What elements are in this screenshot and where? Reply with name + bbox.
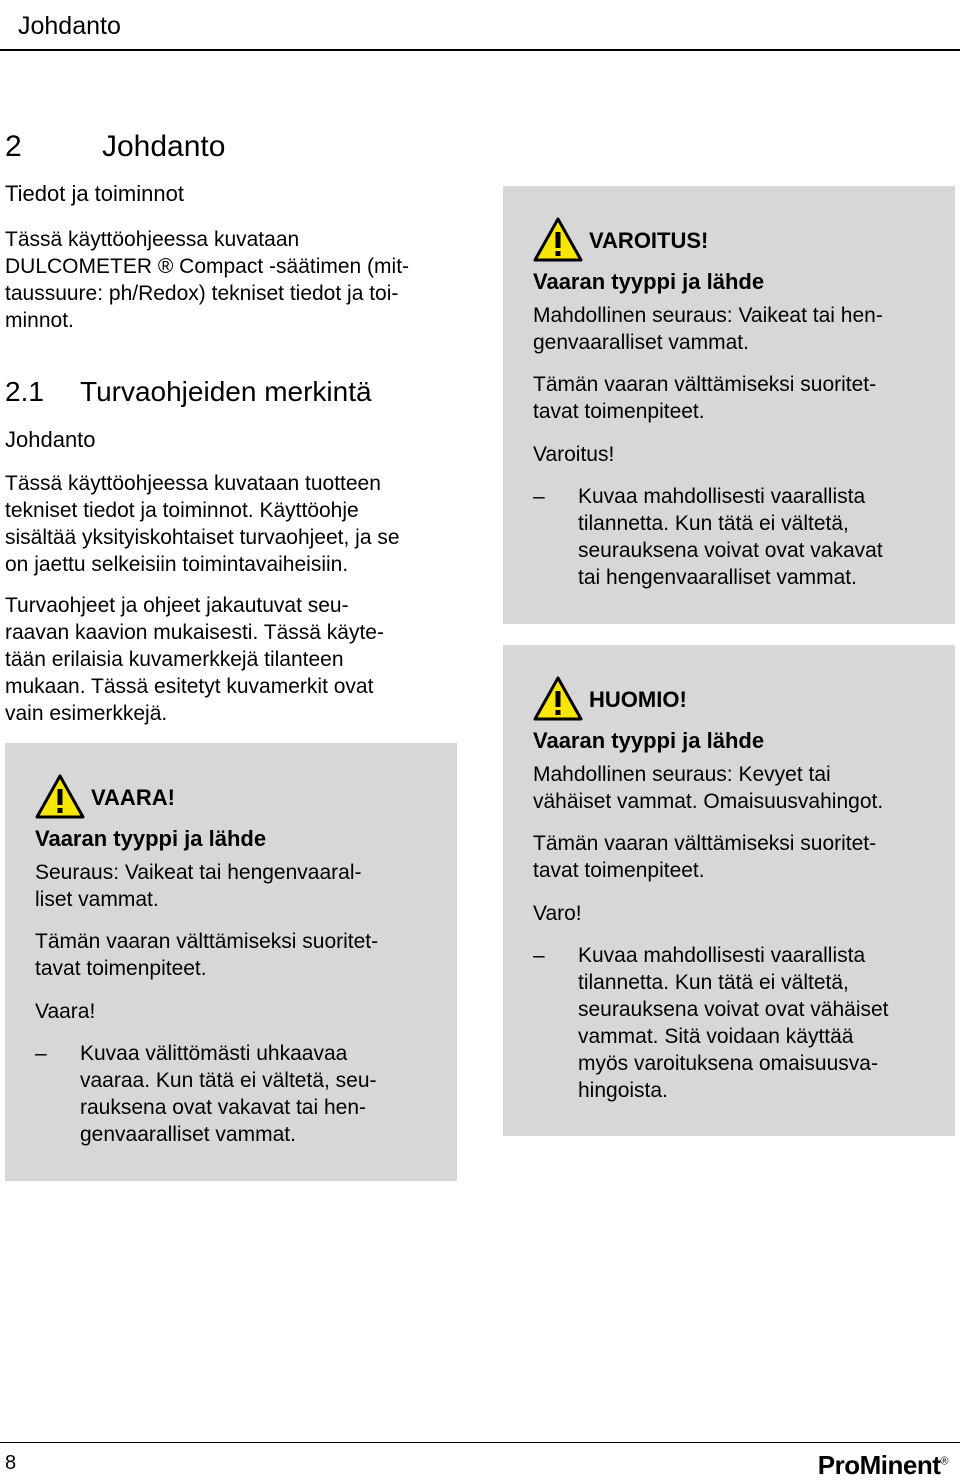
signal-word-text: Vaara!: [35, 1000, 96, 1023]
signal-word-text: Varoitus!: [533, 443, 615, 466]
consequence-line: Mahdollinen seuraus: Vaikeat tai hen-: [533, 304, 883, 327]
bullet-line: rauksena ovat vakavat tai hen-: [80, 1096, 367, 1119]
hazard-type: Vaaran tyyppi ja lähde: [35, 826, 267, 851]
caution-box: [503, 645, 955, 1136]
avoid-line: Tämän vaaran välttämiseksi suoritet-: [533, 373, 877, 396]
bullet-line: myös varoituksena omaisuusva-: [578, 1052, 878, 1075]
chapter-title: Johdanto: [102, 130, 226, 163]
bullet-line: tilannetta. Kun tätä ei vältetä,: [578, 512, 849, 535]
bullet-line: Kuvaa mahdollisesti vaarallista: [578, 944, 866, 967]
para-line: tään erilaisia kuvamerkkejä tilanteen: [5, 648, 344, 671]
consequence-line: Mahdollinen seuraus: Kevyet tai: [533, 763, 831, 786]
bullet-line: vaaraa. Kun tätä ei vältetä, seu-: [80, 1069, 377, 1092]
intro-line: minnot.: [5, 309, 74, 332]
avoid-line: tavat toimenpiteet.: [533, 859, 705, 882]
intro-line: Tässä käyttöohjeessa kuvataan: [5, 228, 300, 251]
brand-logo: [818, 1450, 948, 1481]
para-line: vain esimerkkejä.: [5, 702, 168, 725]
bullet-text: [578, 942, 918, 1104]
para-line: raavan kaavion mukaisesti. Tässä käyte-: [5, 621, 384, 644]
avoid-line: Tämän vaaran välttämiseksi suoritet-: [533, 832, 877, 855]
consequence-line: genvaaralliset vammat.: [533, 331, 749, 354]
hazard-type: Vaaran tyyppi ja lähde: [533, 269, 765, 294]
bullet-line: seurauksena voivat ovat vähäiset: [578, 998, 889, 1021]
page-header: [0, 0, 960, 50]
intro-heading: Tiedot ja toiminnot: [5, 181, 184, 206]
registered-mark: ®: [940, 1455, 948, 1468]
section-subheading: Johdanto: [5, 427, 96, 452]
consequence-line: Seuraus: Vaikeat tai hengenvaaral-: [35, 861, 362, 884]
header-rule: [0, 49, 960, 51]
section-heading: [5, 376, 372, 408]
para-line: Tässä käyttöohjeessa kuvataan tuotteen: [5, 472, 381, 495]
page-number: 8: [5, 1452, 17, 1474]
section-title: Turvaohjeiden merkintä: [80, 376, 372, 407]
bullet-line: tai hengenvaaralliset vammat.: [578, 566, 857, 589]
consequence-line: vähäiset vammat. Omaisuusvahingot.: [533, 790, 884, 813]
bullet-text: [80, 1040, 420, 1148]
danger-box: [5, 743, 457, 1181]
bullet-line: Kuvaa välittömästi uhkaavaa: [80, 1042, 348, 1065]
hazard-type: Vaaran tyyppi ja lähde: [533, 728, 765, 753]
avoid-line: Tämän vaaran välttämiseksi suoritet-: [35, 930, 379, 953]
bullet-line: tilannetta. Kun tätä ei vältetä,: [578, 971, 849, 994]
intro-line: DULCOMETER ® Compact -säätimen (mit-: [5, 255, 410, 278]
bullet-line: hingoista.: [578, 1079, 668, 1102]
avoid-line: tavat toimenpiteet.: [35, 957, 207, 980]
bullet-line: vammat. Sitä voidaan käyttää: [578, 1025, 854, 1048]
running-header-title: Johdanto: [18, 12, 121, 40]
para-line: on jaettu selkeisiin toimintavaiheisiin.: [5, 553, 349, 576]
footer-rule: [0, 1442, 960, 1443]
bullet-text: [578, 483, 918, 591]
consequence-line: liset vammat.: [35, 888, 159, 911]
warning-triangle-icon: [35, 773, 85, 819]
signal-word: VAARA!: [91, 785, 175, 810]
signal-word-text: Varo!: [533, 902, 582, 925]
warning-triangle-icon: [533, 675, 583, 721]
para-line: Turvaohjeet ja ohjeet jakautuvat seu-: [5, 594, 349, 617]
logo-text: ProMinent: [817, 1450, 941, 1480]
warning-box: [503, 186, 955, 624]
para-line: mukaan. Tässä esitetyt kuvamerkit ovat: [5, 675, 374, 698]
chapter-number: 2: [5, 130, 22, 163]
bullet-dash: –: [533, 485, 545, 508]
section-number: 2.1: [5, 376, 44, 407]
bullet-line: Kuvaa mahdollisesti vaarallista: [578, 485, 866, 508]
bullet-dash: –: [35, 1042, 47, 1065]
para-line: tekniset tiedot ja toiminnot. Käyttöohje: [5, 499, 359, 522]
bullet-line: seurauksena voivat ovat vakavat: [578, 539, 883, 562]
chapter-heading: [5, 130, 225, 164]
warning-triangle-icon: [533, 216, 583, 262]
bullet-dash: –: [533, 944, 545, 967]
intro-line: taussuure: ph/Redox) tekniset tiedot ja toi-: [5, 282, 399, 305]
signal-word: VAROITUS!: [589, 228, 709, 253]
bullet-line: genvaaralliset vammat.: [80, 1123, 296, 1146]
para-line: sisältää yksityiskohtaiset turvaohjeet, ja se: [5, 526, 400, 549]
signal-word: HUOMIO!: [589, 687, 687, 712]
avoid-line: tavat toimenpiteet.: [533, 400, 705, 423]
